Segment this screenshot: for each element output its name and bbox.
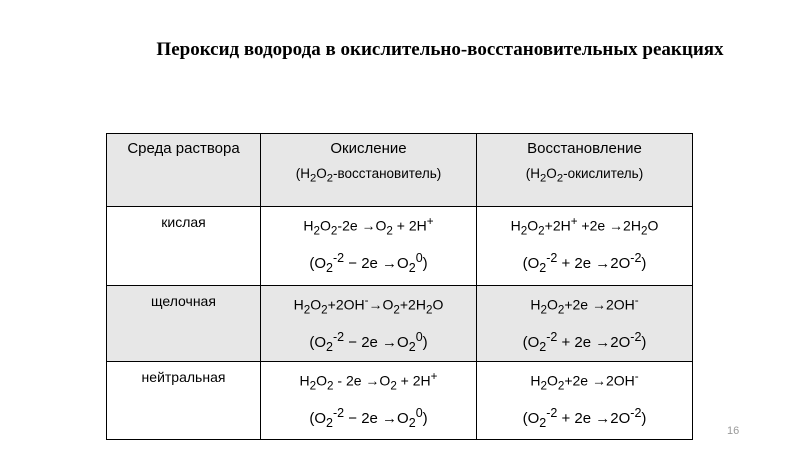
header-medium-cell	[107, 134, 261, 207]
oxidation-half-reaction: $(O_2^{-2} - 2e \to O_2^0)$	[309, 251, 428, 276]
oxidation-half-reaction: $(O_2^{-2} - 2e \to O_2^0)$	[309, 406, 428, 431]
table-header-row	[107, 134, 693, 207]
oxidation-equation: $H_2O_2-2e \to O_2 + 2H^+$	[303, 215, 434, 238]
redox-table	[106, 133, 693, 440]
reduction-equation: $H_2O_2+2e \to 2OH^-$	[530, 370, 639, 393]
table-row	[107, 362, 693, 440]
reduction-half-reaction: $(O_2^{-2} + 2e \to 2O^{-2})$	[522, 406, 647, 431]
header-reduction-sub: $(H_2O_2-окислитель)$	[525, 166, 644, 185]
table-row	[107, 207, 693, 286]
medium-label: нейтральная	[141, 369, 226, 385]
header-medium: Среда раствора	[127, 140, 240, 157]
page-number: 16	[727, 425, 740, 437]
reduction-cell	[477, 362, 693, 440]
medium-cell	[107, 362, 261, 440]
medium-cell	[107, 286, 261, 362]
oxidation-equation: $H_2O_2+2OH^-\to O_2+2H_2O$	[293, 294, 444, 317]
oxidation-half-reaction: $(O_2^{-2} - 2e \to O_2^0)$	[309, 330, 428, 355]
oxidation-cell	[261, 207, 477, 286]
medium-cell	[107, 207, 261, 286]
reduction-half-reaction: $(O_2^{-2} + 2e \to 2O^{-2})$	[522, 330, 647, 355]
reduction-equation: $H_2O_2+2H^+ +2e \to 2H_2O$	[510, 215, 659, 238]
header-reduction-cell	[477, 134, 693, 207]
header-oxidation: Окисление	[330, 140, 407, 157]
oxidation-equation: $H_2O_2 - 2e \to O_2 + 2H^+$	[299, 370, 438, 393]
reduction-cell	[477, 286, 693, 362]
slide-title: Пероксид водорода в окислительно-восстановительных реакциях	[156, 39, 724, 60]
table-row	[107, 286, 693, 362]
reduction-cell	[477, 207, 693, 286]
oxidation-cell	[261, 362, 477, 440]
header-reduction: Восстановление	[527, 140, 642, 157]
medium-label: кислая	[161, 214, 206, 230]
reduction-half-reaction: $(O_2^{-2} + 2e \to 2O^{-2})$	[522, 251, 647, 276]
header-oxidation-cell	[261, 134, 477, 207]
oxidation-cell	[261, 286, 477, 362]
header-oxidation-sub: $(H_2O_2-восстановитель)$	[295, 166, 442, 185]
reduction-equation: $H_2O_2+2e \to 2OH^-$	[530, 294, 639, 317]
medium-label: щелочная	[151, 293, 216, 309]
